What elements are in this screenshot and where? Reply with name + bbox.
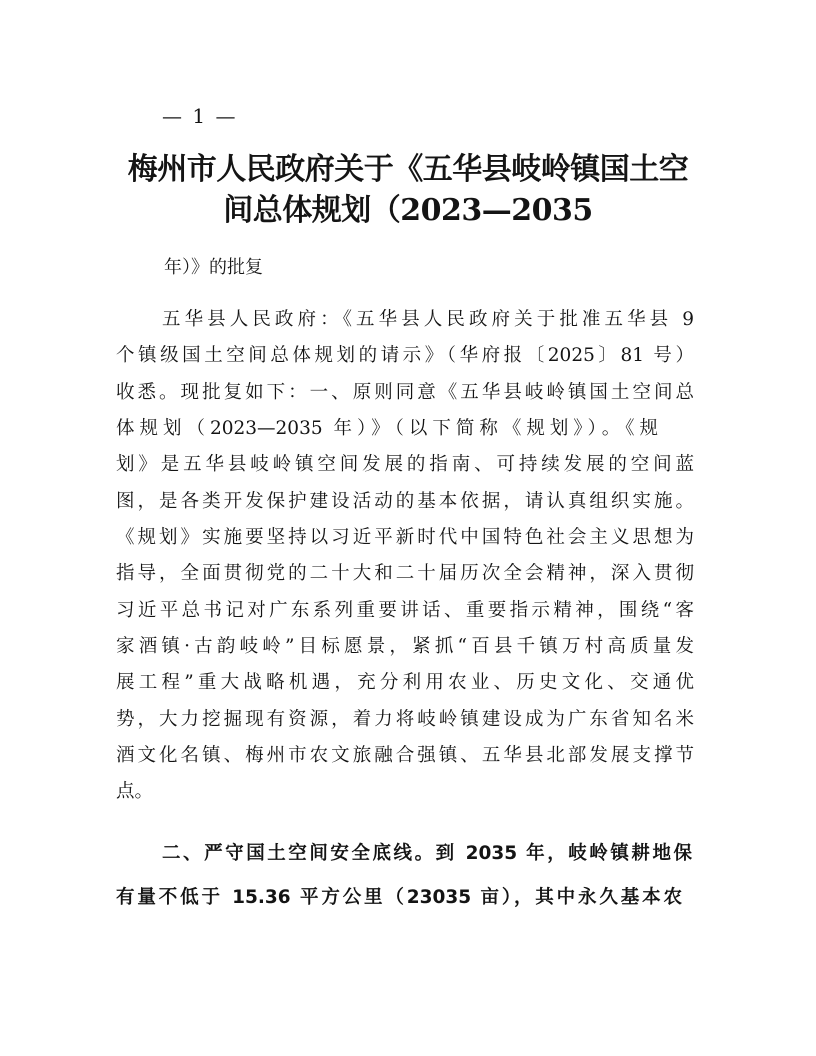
body-line: 划》是五华县岐岭镇空间发展的指南、可持续发展的空间蓝 — [116, 454, 694, 475]
body-line: 体规划（2023—2035 年）》（以下简称《规划》）。《规 — [116, 418, 658, 439]
body-line: 展工程”重大战略机遇，充分利用农业、历史文化、交通优 — [116, 672, 694, 693]
body-line: 图，是各类开发保护建设活动的基本依据，请认真组织实施。 — [116, 491, 694, 512]
body-line: 五华县人民政府：《五华县人民政府关于批准五华县 9 — [162, 309, 694, 330]
body-line: 《规划》实施要坚持以习近平新时代中国特色社会主义思想为 — [116, 527, 694, 548]
body-line: 习近平总书记对广东系列重要讲话、重要指示精神，围绕“客 — [116, 600, 694, 621]
section-heading-line: 二、严守国土空间安全底线。到 2035 年，岐岭镇耕地保 — [162, 843, 692, 864]
body-line: 指导，全面贯彻党的二十大和二十届历次全会精神，深入贯彻 — [116, 563, 694, 584]
body-line: 收悉。现批复如下：一、原则同意《五华县岐岭镇国土空间总 — [116, 382, 694, 403]
document-title-line-2: 间总体规划（2023—2035 — [223, 193, 593, 228]
document-title-line-3: 年）》的批复 — [164, 257, 263, 278]
body-line: 酒文化名镇、梅州市农文旅融合强镇、五华县北部发展支撑节 — [116, 745, 694, 766]
section-body-line: 有量不低于 15.36 平方公里（23035 亩），其中永久基本农 — [116, 887, 682, 908]
body-line: 个镇级国土空间总体规划的请示》（华府报〔2025〕81 号） — [116, 345, 694, 366]
body-line: 势，大力挖掘现有资源，着力将岐岭镇建设成为广东省知名米 — [116, 709, 694, 730]
page-number: — 1 — — [162, 104, 238, 128]
body-line: 点。 — [116, 781, 154, 802]
body-line: 家酒镇·古韵岐岭”目标愿景，紧抓“百县千镇万村高质量发 — [116, 636, 694, 657]
document-title-line-1: 梅州市人民政府关于《五华县岐岭镇国土空 — [127, 152, 689, 187]
